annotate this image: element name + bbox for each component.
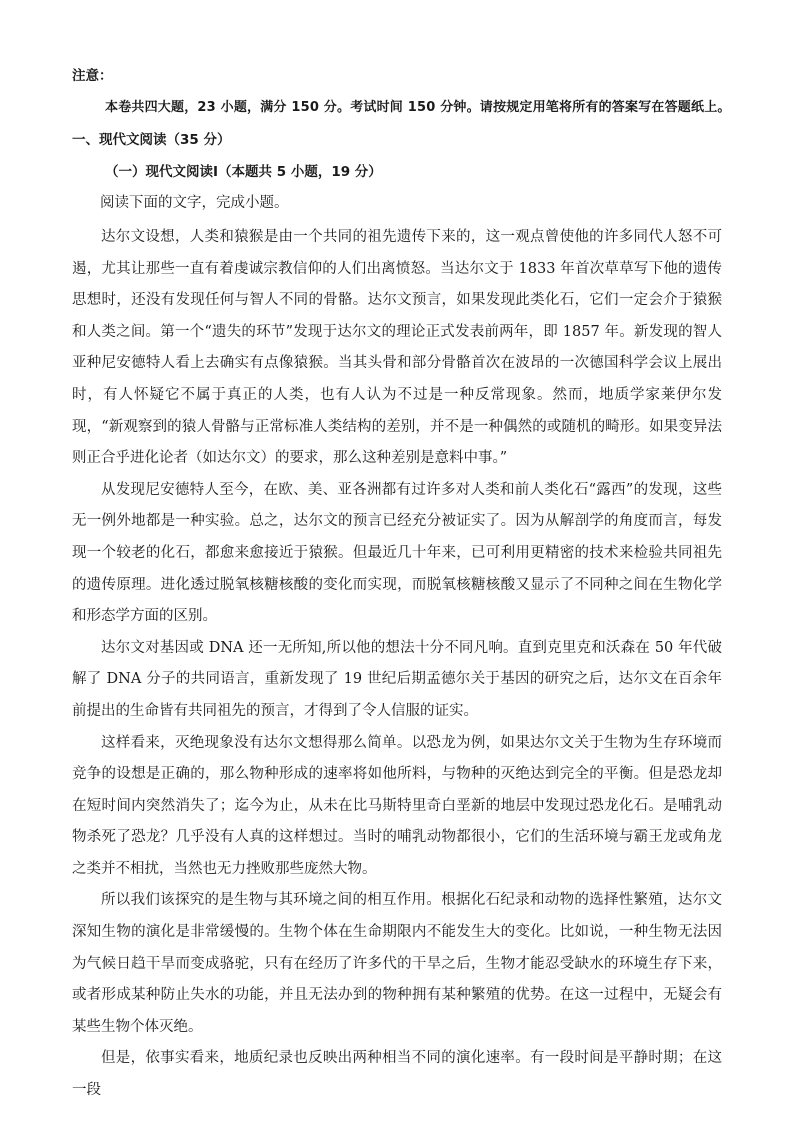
section-title: 一、现代文阅读（35 分） — [72, 132, 231, 148]
passage-paragraph: 达尔文对基因或 DNA 还一无所知,所以他的想法十分不同凡响。直到克里克和沃森在 50 年代破解了 DNA 分子的共同语言，重新发现了 19 世纪后期孟德尔关于基因的研究之后，达尔文在百余年前提出的生命皆有共同祖先的预言，才得到了令人信服的证实。 — [72, 639, 722, 719]
subsection-title: （一）现代文阅读Ⅰ（本题共 5 小题，19 分） — [105, 164, 382, 180]
notice-heading: 注意： — [72, 68, 113, 84]
passage-paragraph: 达尔文设想，人类和猿猴是由一个共同的祖先遗传下来的，这一观点曾使他的许多同代人怒不可遏，尤其让那些一直有着虔诚宗教信仰的人们出离愤怒。当达尔文于 1833 年首次草草写下他的遗传思想时，还没有发现任何与智人不同的骨骼。达尔文预言，如果发现此类化石，它们一定会介于猿猴和人类之间。第一个“遗失的环节”发现于达尔文的理论正式发表前两年，即 1857 年。新发现的智人亚种尼安德特人看上去确实有点像猿猴。当其头骨和部分骨骼首次在波昂的一次德国科学会议上展出时，有人怀疑它不属于真正的人类，也有人认为不过是一种反常现象。然而，地质学家莱伊尔发现，“新观察到的猿人骨骼与正常标准人类结构的差别，并不是一种偶然的或随机的畸形。如果变异法则正合乎进化论者（如达尔文）的要求，那么这种差别是意料中事。” — [72, 229, 722, 467]
notice-body: 本卷共四大题，23 小题，满分 150 分。考试时间 150 分钟。请按规定用笔将所有的答案写在答题纸上。 — [105, 100, 731, 115]
passage-paragraph: 但是，依事实看来，地质纪录也反映出两种相当不同的演化速率。有一段时间是平静时期；在这一段 — [72, 1050, 722, 1099]
passage-paragraph: 这样看来，灭绝现象没有达尔文想得那么简单。以恐龙为例，如果达尔文关于生物为生存环境而竞争的设想是正确的，那么物种形成的速率将如他所料，与物种的灭绝达到完全的平衡。但是恐龙却在短时间内突然消失了；迄今为止，从未在比马斯特里奇白垩新的地层中发现过恐龙化石。是哺乳动物杀死了恐龙？几乎没有人真的这样想过。当时的哺乳动物都很小，它们的生活环境与霸王龙或角龙之类并不相扰，当然也无力挫败那些庞然大物。 — [72, 734, 722, 877]
passage-paragraph: 从发现尼安德特人至今，在欧、美、亚各洲都有过许多对人类和前人类化石“露西”的发现，这些无一例外地都是一种实验。总之，达尔文的预言已经充分被证实了。因为从解剖学的角度而言，每发现一个较老的化石，都愈来愈接近于猿猴。但最近几十年来，已可利用更精密的技术来检验共同祖先的遗传原理。进化透过脱氧核糖核酸的变化而实现，而脱氧核糖核酸又显示了不同种之间在生物化学和形态学方面的区别。 — [72, 481, 722, 625]
reading-passage — [72, 222, 722, 1107]
reading-instruction: 阅读下面的文字，完成小题。 — [100, 195, 289, 211]
passage-paragraph: 所以我们该探究的是生物与其环境之间的相互作用。根据化石纪录和动物的选择性繁殖，达尔文深知生物的演化是非常缓慢的。生物个体在生命期限内不能发生大的变化。比如说，一种生物无法因为气候日趋干旱而变成骆驼，只有在经历了许多代的干旱之后，生物才能忍受缺水的环境生存下来，或者形成某种防止失水的功能，并且无法办到的物种拥有某种繁殖的优势。在这一过程中，无疑会有某些生物个体灭绝。 — [72, 892, 722, 1035]
